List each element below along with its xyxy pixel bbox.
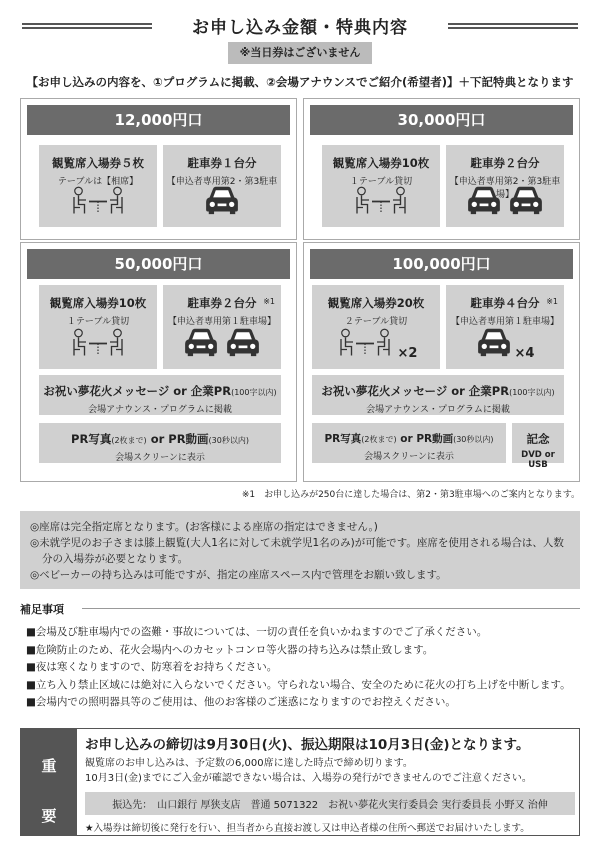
parking-sub: 【申込者専用第2・第3駐車 xyxy=(166,177,278,187)
parking-sub: 【申込者専用第2・第3駐車場】 xyxy=(449,177,561,200)
table-with-two-people-icon xyxy=(351,185,411,215)
seat-benefit xyxy=(322,145,440,227)
message-benefit xyxy=(312,375,564,415)
pr-sub: 会場スクリーンに表示 xyxy=(115,453,205,463)
seat-sub: １テーブル貸切 xyxy=(66,317,130,327)
seat-benefit xyxy=(312,285,440,369)
plan-price: 12,000円口 xyxy=(27,105,290,135)
table-with-two-people-icon xyxy=(68,327,128,357)
seat-title: 観覧席入場券５枚 xyxy=(52,156,144,170)
message-title: お祝い夢花火メッセージ or 企業PR(100字以内) xyxy=(43,384,277,398)
message-sub: 会場アナウンス・プログラムに掲載 xyxy=(366,405,510,415)
plan-30000 xyxy=(303,98,580,240)
seat-sub: テーブルは【相席】 xyxy=(57,177,139,187)
car-icon xyxy=(508,185,544,215)
pr-sub: 会場スクリーンに表示 xyxy=(364,452,454,462)
supplement-item: ■夜は寒くなりますので、防寒着をお持ちください。 xyxy=(26,661,278,673)
car-icon xyxy=(204,185,240,215)
memorial-sub: DVD or USB xyxy=(521,450,555,470)
supplement-list xyxy=(26,624,586,712)
plan-12000 xyxy=(20,98,297,240)
plan-50000 xyxy=(20,242,297,482)
supplement-title: 補足事項 xyxy=(20,603,64,616)
supplement-item: ■会場及び駐車場内での盗難・事故については、一切の責任を負いかねますのでご了承ください。 xyxy=(26,626,488,638)
footnote-mark: ※1 xyxy=(263,297,275,306)
table-with-two-people-icon xyxy=(335,327,395,357)
car-icon xyxy=(466,185,502,215)
pr-title: PR写真(2枚まで) or PR動画(30秒以内) xyxy=(71,432,249,446)
parking-title: 駐車券４台分 xyxy=(470,296,540,310)
parking-sub: 【申込者専用第１駐車場】 xyxy=(167,317,276,327)
parking-multiplier: ×4 xyxy=(514,346,535,361)
seat-benefit xyxy=(39,145,157,227)
important-body xyxy=(85,733,575,834)
seat-sub: ２テーブル貸切 xyxy=(344,317,408,327)
parking-title: 駐車券１台分 xyxy=(187,156,257,170)
memorial-benefit xyxy=(512,423,564,470)
message-title: お祝い夢花火メッセージ or 企業PR(100字以内) xyxy=(321,384,555,398)
seat-title: 観覧席入場券10枚 xyxy=(49,296,147,310)
no-same-day-notice: ※当日券はございません xyxy=(228,42,372,64)
message-benefit xyxy=(39,375,281,415)
seat-note: ◎座席は完全指定席となります。(お客様による座席の指定はできません。) xyxy=(30,521,378,533)
car-icon xyxy=(183,327,219,357)
seat-note: ◎未就学児のお子さまは膝上観覧(大人1名に対して未就学児1名のみ)が可能です。座席を使用される場合は、人数分の入場券が必要となります。 xyxy=(30,537,564,565)
seat-note: ◎ベビーカーの持ち込みは可能ですが、指定の座席スペース内で管理をお願い致します。 xyxy=(30,569,447,581)
car-icon xyxy=(476,327,512,357)
intro-text: 【お申し込みの内容を、①プログラムに掲載、②会場アナウンスでご紹介(希望者)】＋下記特典となります xyxy=(26,75,574,89)
seat-title: 観覧席入場券20枚 xyxy=(327,296,425,310)
seat-sub: １テーブル貸切 xyxy=(349,177,413,187)
parking-benefit xyxy=(446,145,564,227)
parking-footnote: ※1 お申し込みが250台に達した場合は、第2・第3駐車場へのご案内となります。 xyxy=(241,490,580,500)
table-with-two-people-icon xyxy=(68,185,128,215)
footnote-mark: ※1 xyxy=(546,297,558,306)
parking-sub: 【申込者専用第１駐車場】 xyxy=(450,317,559,327)
parking-benefit xyxy=(163,145,281,227)
supplement-item: ■立ち入り禁止区域には絶対に入らないでください。守られない場合、安全のために花火の打ち上げを中断します。 xyxy=(26,678,571,691)
plan-price: 50,000円口 xyxy=(27,249,290,279)
plan-100000 xyxy=(303,242,580,482)
supplement-item: ■会場内での照明器具等のご使用は、他のお客様のご迷惑になりますのでお控えください。 xyxy=(26,696,456,708)
plan-price: 100,000円口 xyxy=(310,249,573,279)
message-sub: 会場アナウンス・プログラムに掲載 xyxy=(88,405,232,415)
parking-benefit xyxy=(446,285,564,369)
page-header xyxy=(22,10,578,40)
deadline-details: 観覧席のお申し込みは、予定数の6,000席に達した時点で締め切ります。 10月3日(金)までにご入金が確認できない場合は、入場券の発行ができませんのでご注意ください。 xyxy=(85,758,532,784)
title-rule-right xyxy=(448,23,578,29)
important-label: 重 要 xyxy=(21,729,77,835)
parking-benefit xyxy=(163,285,281,369)
seat-multiplier: ×2 xyxy=(397,346,418,361)
pr-benefit xyxy=(312,423,506,463)
parking-title: 駐車券２台分 xyxy=(187,296,257,310)
plan-price: 30,000円口 xyxy=(310,105,573,135)
supplement-divider xyxy=(82,608,580,609)
memorial-title: 記念 xyxy=(526,432,550,446)
seat-notes xyxy=(20,511,580,589)
pr-benefit xyxy=(39,423,281,463)
important-box xyxy=(20,728,580,836)
deadline-headline: お申し込みの締切は9月30日(火)、振込期限は10月3日(金)となります。 xyxy=(85,737,530,753)
car-icon xyxy=(225,327,261,357)
title-rule-left xyxy=(22,23,152,29)
seat-title: 観覧席入場券10枚 xyxy=(332,156,430,170)
pr-title: PR写真(2枚まで) or PR動画(30秒以内) xyxy=(324,433,494,445)
ticket-delivery-note: ★入場券は締切後に発行を行い、担当者から直接お渡し又は申込者様の住所へ郵送でお届けいたします。 xyxy=(85,823,530,834)
page-title: お申し込み金額・特典内容 xyxy=(192,18,408,38)
supplement-item: ■危険防止のため、花火会場内へのカセットコンロ等火器の持ち込みは禁止致します。 xyxy=(26,643,434,656)
parking-title: 駐車券２台分 xyxy=(470,156,540,170)
seat-benefit xyxy=(39,285,157,369)
bank-account: 振込先： 山口銀行 厚狭支店 普通 5071322 お祝い夢花火実行委員会 実行委員長 小野又 治伸 xyxy=(85,792,575,815)
